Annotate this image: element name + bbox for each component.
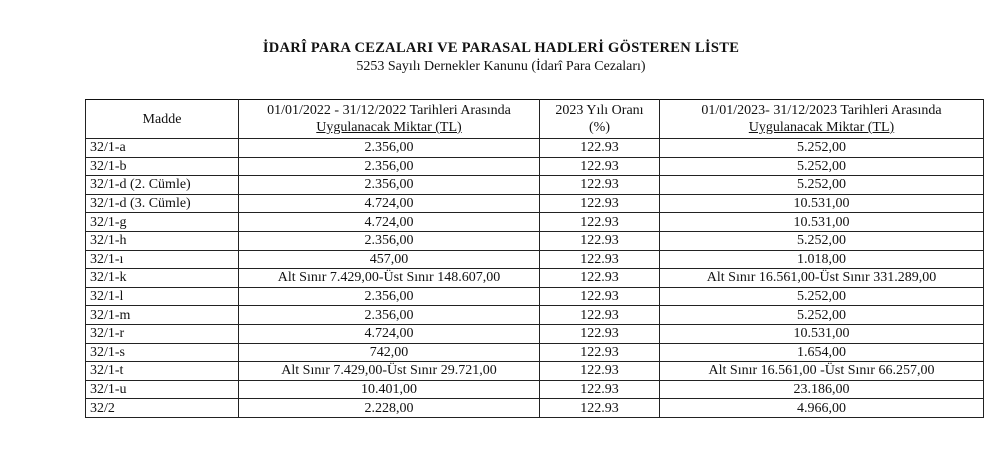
cell-rate: 122.93 — [540, 139, 660, 158]
header-amount-2022 — [239, 100, 540, 139]
cell-amount-2022: 4.724,00 — [239, 213, 540, 232]
cell-madde: 32/1-u — [86, 380, 239, 399]
header-rate — [540, 100, 660, 139]
cell-madde: 32/1-s — [86, 343, 239, 362]
header-rate-line2: (%) — [589, 120, 610, 135]
cell-madde: 32/2 — [86, 399, 239, 418]
cell-rate: 122.93 — [540, 194, 660, 213]
cell-amount-2023: 10.531,00 — [660, 324, 984, 343]
cell-rate: 122.93 — [540, 306, 660, 325]
header-amount-2023 — [660, 100, 984, 139]
cell-madde: 32/1-d (3. Cümle) — [86, 194, 239, 213]
header-rate-line1: 2023 Yılı Oranı — [555, 103, 644, 118]
cell-amount-2023: Alt Sınır 16.561,00-Üst Sınır 331.289,00 — [660, 269, 984, 288]
cell-amount-2023: 5.252,00 — [660, 306, 984, 325]
cell-rate: 122.93 — [540, 213, 660, 232]
table-row — [86, 306, 984, 325]
table-row — [86, 324, 984, 343]
table-row — [86, 176, 984, 195]
table-row — [86, 343, 984, 362]
table-row — [86, 269, 984, 288]
cell-rate: 122.93 — [540, 250, 660, 269]
cell-madde: 32/1-l — [86, 287, 239, 306]
cell-amount-2022: 2.356,00 — [239, 139, 540, 158]
cell-madde: 32/1-h — [86, 231, 239, 250]
header-madde — [86, 100, 239, 139]
cell-rate: 122.93 — [540, 231, 660, 250]
table-row — [86, 139, 984, 158]
cell-amount-2023: 5.252,00 — [660, 287, 984, 306]
header-madde-label: Madde — [142, 111, 182, 127]
header-amount-2022-line1: 01/01/2022 - 31/12/2022 Tarihleri Arasında — [267, 103, 511, 118]
table-row — [86, 231, 984, 250]
cell-amount-2022: 2.356,00 — [239, 287, 540, 306]
cell-amount-2023: 5.252,00 — [660, 139, 984, 158]
table-row — [86, 362, 984, 381]
penalty-table — [85, 99, 984, 418]
cell-amount-2023: 5.252,00 — [660, 157, 984, 176]
cell-rate: 122.93 — [540, 287, 660, 306]
cell-amount-2022: 2.356,00 — [239, 176, 540, 195]
cell-madde: 32/1-b — [86, 157, 239, 176]
cell-amount-2023: 10.531,00 — [660, 194, 984, 213]
cell-madde: 32/1-r — [86, 324, 239, 343]
cell-amount-2022: 4.724,00 — [239, 194, 540, 213]
cell-rate: 122.93 — [540, 176, 660, 195]
cell-amount-2022: 742,00 — [239, 343, 540, 362]
cell-amount-2022: 2.356,00 — [239, 157, 540, 176]
document-title: İDARÎ PARA CEZALARI VE PARASAL HADLERİ GÖSTEREN LİSTE — [262, 40, 740, 56]
cell-rate: 122.93 — [540, 399, 660, 418]
table-row — [86, 250, 984, 269]
cell-amount-2023: 23.186,00 — [660, 380, 984, 399]
table-row — [86, 194, 984, 213]
cell-amount-2023: 4.966,00 — [660, 399, 984, 418]
cell-amount-2022: 4.724,00 — [239, 324, 540, 343]
table-row — [86, 287, 984, 306]
cell-madde: 32/1-ı — [86, 250, 239, 269]
cell-amount-2023: 10.531,00 — [660, 213, 984, 232]
cell-amount-2022: Alt Sınır 7.429,00-Üst Sınır 148.607,00 — [239, 269, 540, 288]
table-row — [86, 380, 984, 399]
cell-amount-2023: 5.252,00 — [660, 176, 984, 195]
cell-amount-2023: 1.018,00 — [660, 250, 984, 269]
table-row — [86, 213, 984, 232]
cell-amount-2022: 2.228,00 — [239, 399, 540, 418]
cell-amount-2023: Alt Sınır 16.561,00 -Üst Sınır 66.257,00 — [660, 362, 984, 381]
cell-madde: 32/1-k — [86, 269, 239, 288]
cell-amount-2023: 1.654,00 — [660, 343, 984, 362]
table-header-row — [86, 100, 984, 139]
cell-rate: 122.93 — [540, 362, 660, 381]
cell-madde: 32/1-t — [86, 362, 239, 381]
cell-rate: 122.93 — [540, 380, 660, 399]
cell-amount-2022: 457,00 — [239, 250, 540, 269]
header-amount-2023-line2: Uygulanacak Miktar (TL) — [748, 120, 895, 135]
cell-amount-2022: 2.356,00 — [239, 231, 540, 250]
cell-madde: 32/1-m — [86, 306, 239, 325]
cell-amount-2022: 10.401,00 — [239, 380, 540, 399]
cell-rate: 122.93 — [540, 157, 660, 176]
header-amount-2022-line2: Uygulanacak Miktar (TL) — [316, 120, 462, 135]
cell-rate: 122.93 — [540, 269, 660, 288]
cell-amount-2022: 2.356,00 — [239, 306, 540, 325]
cell-madde: 32/1-g — [86, 213, 239, 232]
header-amount-2023-line1: 01/01/2023- 31/12/2023 Tarihleri Arasında — [701, 103, 942, 118]
table-row — [86, 399, 984, 418]
cell-madde: 32/1-a — [86, 139, 239, 158]
table-row — [86, 157, 984, 176]
cell-rate: 122.93 — [540, 324, 660, 343]
cell-rate: 122.93 — [540, 343, 660, 362]
cell-amount-2023: 5.252,00 — [660, 231, 984, 250]
cell-madde: 32/1-d (2. Cümle) — [86, 176, 239, 195]
cell-amount-2022: Alt Sınır 7.429,00-Üst Sınır 29.721,00 — [239, 362, 540, 381]
document-subtitle: 5253 Sayılı Dernekler Kanunu (İdarî Para Cezaları) — [356, 59, 646, 74]
